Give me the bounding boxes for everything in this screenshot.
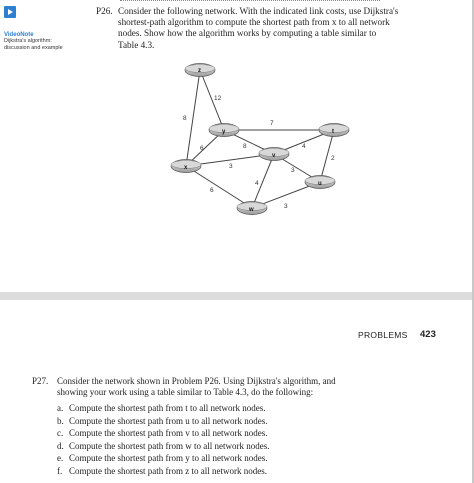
part-letter: c.	[57, 428, 64, 438]
part-letter: e.	[57, 453, 64, 463]
router-v-label: v	[272, 153, 276, 159]
problem-p26-line: Table 4.3.	[118, 39, 155, 50]
link-cost: 7	[270, 120, 274, 127]
router-x	[171, 160, 201, 173]
part-item	[57, 415, 457, 428]
link-cost: 4	[302, 143, 306, 150]
router-t	[319, 124, 349, 137]
link-cost: 3	[284, 203, 288, 210]
part-letter: b.	[57, 415, 64, 426]
problem-p27-line: showing your work using a table similar to Table 4.3, do the following:	[57, 387, 314, 398]
link-cost: 4	[255, 180, 259, 187]
video-note-title: VideoNote	[4, 32, 34, 38]
part-text: Compute the shortest path from z to all network nodes.	[69, 465, 267, 476]
part-item	[57, 452, 457, 465]
problem-p27-number: P27.	[32, 376, 49, 386]
link-cost: 2	[331, 155, 335, 162]
page-top-edge	[120, 0, 380, 3]
link-cost: 6	[210, 187, 214, 194]
part-letter: d.	[57, 440, 64, 451]
video-note-line1: Dijkstra's algorithm:	[4, 38, 52, 44]
part-letter: f.	[57, 465, 63, 476]
router-y	[209, 124, 239, 137]
router-u-label: u	[318, 181, 322, 187]
link-cost: 3	[291, 167, 295, 174]
problem-p27	[32, 376, 452, 399]
video-play-icon[interactable]	[4, 6, 16, 18]
link-cost: 6	[200, 145, 204, 152]
router-v	[259, 148, 289, 161]
part-item	[57, 402, 457, 415]
running-header-section: PROBLEMS	[358, 330, 408, 340]
router-t-label: t	[332, 129, 334, 135]
router-w-label: w	[249, 207, 254, 213]
problem-p26-line: shortest-path algorithm to compute the shortest path from x to all network	[118, 17, 390, 28]
problem-p26-line: nodes. Show how the algorithm works by computing a table similar to	[118, 28, 377, 39]
page-gutter	[0, 292, 474, 300]
problem-p27-line: Consider the network shown in Problem P26. Using Dijkstra's algorithm, and	[57, 376, 336, 386]
router-z	[185, 64, 215, 77]
link-cost: 12	[214, 95, 222, 102]
network-diagram	[166, 58, 366, 218]
part-item	[57, 440, 457, 453]
router-y-label: y	[222, 129, 226, 135]
router-u	[305, 176, 335, 189]
part-text: Compute the shortest path from v to all network nodes.	[69, 428, 268, 438]
problem-p27-parts	[57, 402, 457, 477]
part-text: Compute the shortest path from w to all network nodes.	[69, 440, 270, 451]
problem-p26	[96, 6, 426, 51]
part-text: Compute the shortest path from t to all network nodes.	[69, 403, 266, 413]
part-item	[57, 465, 457, 478]
part-letter: a.	[57, 403, 64, 413]
page-number: 423	[420, 329, 436, 340]
part-text: Compute the shortest path from u to all network nodes.	[69, 415, 268, 426]
router-w	[237, 202, 267, 215]
router-x-label: x	[184, 165, 188, 171]
link-cost: 3	[229, 163, 233, 170]
router-z-label: z	[198, 68, 201, 74]
video-note-line2: discussion and example	[4, 45, 63, 51]
problem-p26-line: Consider the following network. With the indicated link costs, use Dijkstra's	[118, 6, 399, 16]
link-z-x	[186, 70, 200, 166]
link-cost: 8	[183, 115, 187, 122]
part-text: Compute the shortest path from y to all network nodes.	[69, 453, 268, 463]
part-item	[57, 427, 457, 440]
link-x-w	[186, 166, 252, 208]
video-note[interactable]	[4, 6, 84, 52]
problem-p26-number: P26.	[96, 6, 113, 16]
link-cost: 8	[243, 143, 247, 150]
